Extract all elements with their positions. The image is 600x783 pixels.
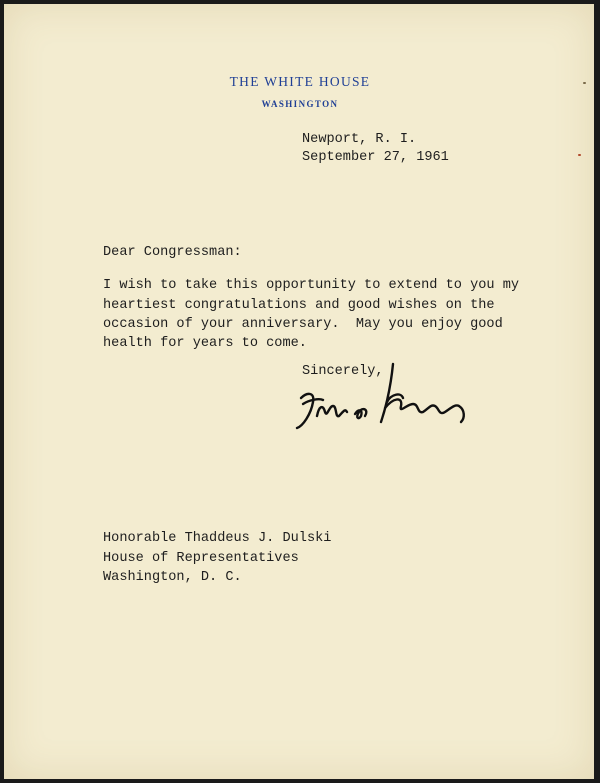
closing: Sincerely, — [302, 364, 384, 379]
letter-sheet — [4, 4, 594, 779]
dateline-place: Newport, R. I. — [302, 132, 417, 147]
recipient-line: Washington, D. C. — [103, 570, 242, 585]
letterhead-title: THE WHITE HOUSE — [229, 74, 371, 89]
body-line: I wish to take this opportunity to extend to you my — [103, 278, 520, 293]
paper-fleck — [583, 82, 586, 84]
body-line: heartiest congratulations and good wishes on the — [103, 298, 495, 313]
body-line: occasion of your anniversary. May you enjoy good — [103, 317, 503, 332]
recipient-line: House of Representatives — [103, 551, 299, 566]
salutation: Dear Congressman: — [103, 245, 242, 260]
dateline-date: September 27, 1961 — [302, 150, 449, 165]
body-line: health for years to come. — [103, 336, 307, 351]
signature-image — [289, 354, 489, 444]
paper-fleck — [578, 154, 581, 156]
recipient-name: Honorable Thaddeus J. Dulski — [103, 531, 332, 546]
letterhead-subtitle: WASHINGTON — [261, 99, 339, 109]
